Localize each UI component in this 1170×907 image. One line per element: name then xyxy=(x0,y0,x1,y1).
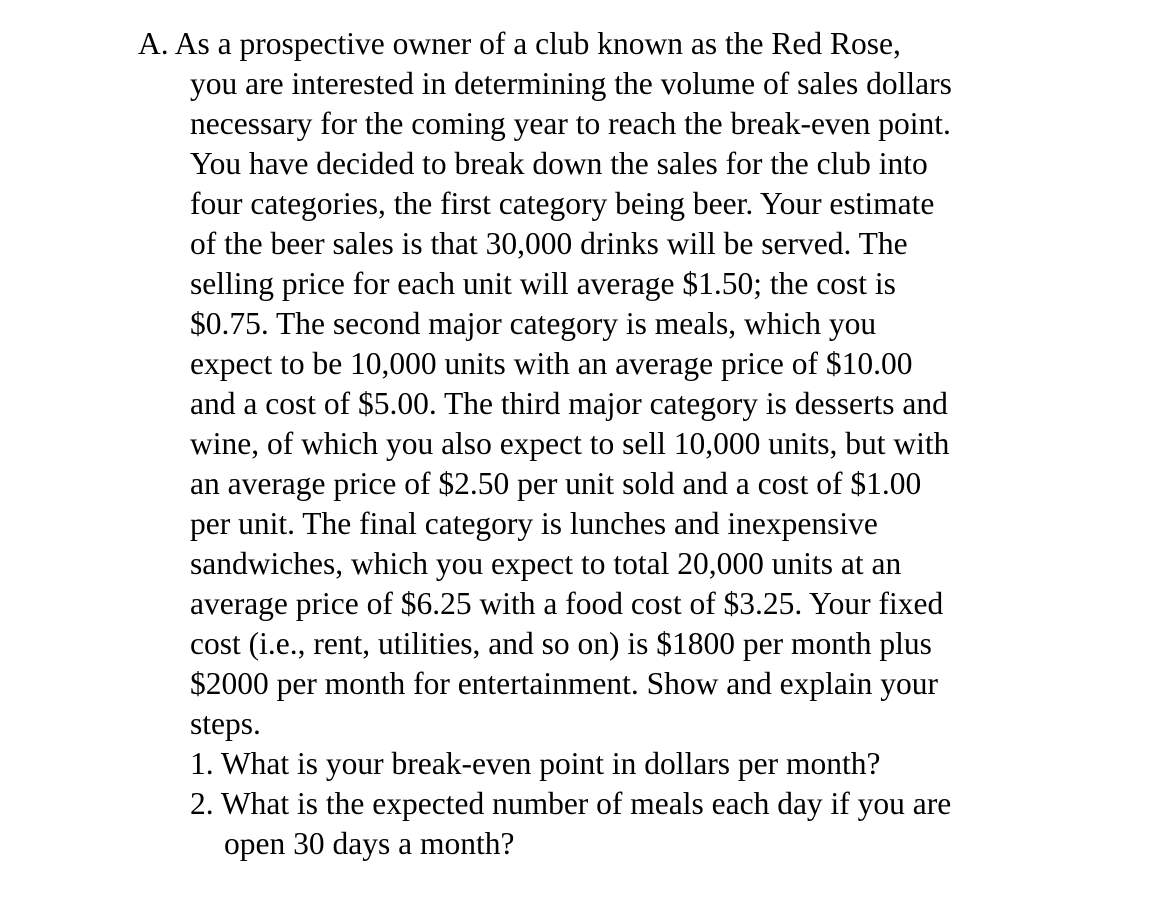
problem-line: cost (i.e., rent, utilities, and so on) is $1800 per month plus xyxy=(190,626,932,661)
question-2 xyxy=(190,784,951,824)
problem-line: $0.75. The second major category is meals, which you xyxy=(190,306,877,341)
problem-line: expect to be 10,000 units with an average price of $10.00 xyxy=(190,346,913,381)
problem-line: steps. xyxy=(190,706,261,741)
problem-label: A. xyxy=(138,26,169,61)
problem-line: and a cost of $5.00. The third major category is desserts and xyxy=(190,386,948,421)
question-text: What is the expected number of meals each day if you are xyxy=(220,786,952,821)
question-1 xyxy=(190,744,881,784)
problem-line: wine, of which you also expect to sell 10,000 units, but with xyxy=(190,426,950,461)
problem-first-line xyxy=(138,24,901,64)
question-text: What is your break-even point in dollars per month? xyxy=(220,746,881,781)
problem-line: As a prospective owner of a club known as the Red Rose, xyxy=(174,26,901,61)
problem-line: average price of $6.25 with a food cost of $3.25. Your fixed xyxy=(190,586,944,621)
question-text-continued: open 30 days a month? xyxy=(224,826,515,861)
problem-line: necessary for the coming year to reach the break-even point. xyxy=(190,106,951,141)
problem-line: four categories, the first category being beer. Your estimate xyxy=(190,186,935,221)
problem-line: $2000 per month for entertainment. Show and explain your xyxy=(190,666,938,701)
problem-line: an average price of $2.50 per unit sold and a cost of $1.00 xyxy=(190,466,922,501)
problem-line: of the beer sales is that 30,000 drinks will be served. The xyxy=(190,226,908,261)
problem-line: you are interested in determining the volume of sales dollars xyxy=(190,66,952,101)
problem-line: You have decided to break down the sales for the club into xyxy=(190,146,928,181)
question-number: 1. xyxy=(190,746,214,781)
problem-line: selling price for each unit will average $1.50; the cost is xyxy=(190,266,896,301)
question-number: 2. xyxy=(190,786,214,821)
problem-line: sandwiches, which you expect to total 20,000 units at an xyxy=(190,546,902,581)
problem-line: per unit. The final category is lunches and inexpensive xyxy=(190,506,878,541)
